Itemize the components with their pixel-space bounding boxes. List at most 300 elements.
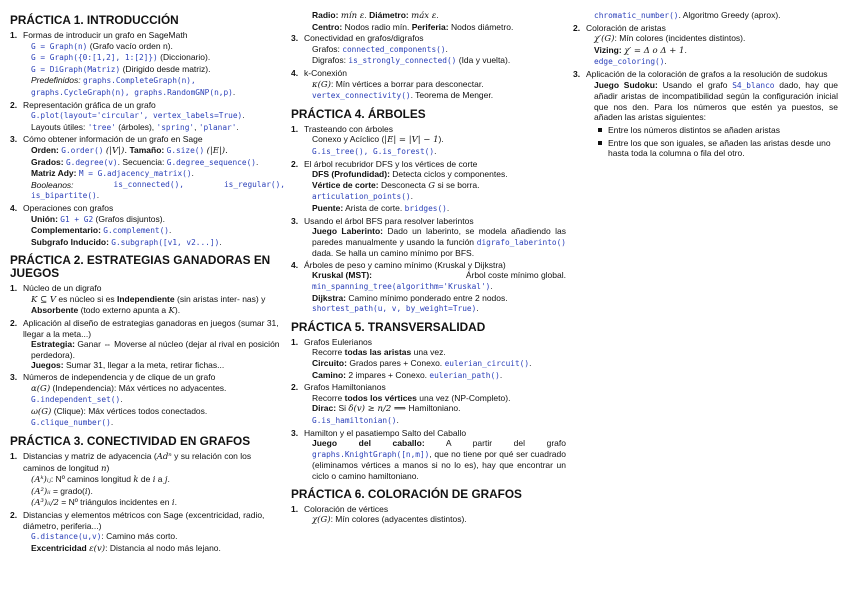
section-practica-6 [291, 488, 566, 526]
math-expression: (|E|). [206, 145, 228, 156]
code-snippet: min_spanning_tree(algorithm='Kruskal') [312, 282, 491, 292]
math-expression: K [168, 306, 175, 317]
code-snippet: G.size() [166, 145, 205, 155]
item-text: . [236, 121, 239, 132]
list-item [573, 69, 838, 159]
item-line [304, 226, 566, 259]
item-text: . Secuencia: [117, 156, 165, 167]
math-expression: χ′ = Δ o Δ + 1 [624, 45, 685, 56]
item-text: Digrafos: [312, 55, 347, 66]
list-item [10, 283, 285, 317]
item-heading: Aplicación de la coloración de grafos a la resolución de sudokus [586, 68, 828, 79]
section-title: PRÁCTICA 5. TRANSVERSALIDAD [291, 319, 486, 334]
item-heading: Formas de introducir un grafo en SageMath [23, 30, 188, 40]
item-number: 2. [10, 318, 18, 329]
item-list [291, 124, 566, 315]
item-line [23, 237, 285, 249]
item-line [23, 474, 285, 486]
list-item [573, 10, 838, 22]
item-line [304, 438, 566, 481]
code-snippet: G.order() [61, 145, 104, 155]
math-expression: k [133, 475, 139, 486]
item-number: 1. [10, 30, 18, 40]
item-line [304, 79, 566, 91]
math-expression: α(G) [31, 383, 51, 394]
item-text: Recorre [312, 392, 343, 403]
item-text: Detecta ciclos y componentes. [392, 169, 508, 180]
code-snippet: is_bipartite() [31, 191, 97, 201]
item-text: a [157, 474, 163, 485]
item-text: : Mín colores (incidentes distintos). [614, 33, 746, 44]
list-item [10, 134, 285, 202]
item-number: 1. [10, 451, 18, 461]
math-expression: (A²)ᵢᵢ [31, 486, 51, 497]
item-line [304, 134, 566, 146]
item-list [10, 283, 285, 429]
item-label: Kruskal (MST): [312, 270, 372, 281]
list-item [10, 100, 285, 134]
list-item [291, 10, 566, 32]
item-text: . [96, 190, 100, 201]
item-label: Puente: [312, 202, 344, 213]
item-number: 3. [10, 372, 18, 383]
item-list [10, 30, 285, 248]
item-heading: Usando el árbol BFS para resolver laberintos [304, 215, 474, 226]
bullet-list [586, 125, 838, 159]
code-snippet: G.degree_sequence() [166, 157, 256, 167]
list-item [291, 504, 566, 526]
item-line [586, 56, 838, 68]
section-practica-1 [10, 14, 285, 248]
bullet-item: Entre los que son iguales, se añaden las aristas desde uno hasta toda la columna o fila del otro. [608, 138, 838, 159]
bullet-item: Entre los números distintos se añaden aristas [608, 125, 838, 136]
section-title: PRÁCTICA 4. ÁRBOLES [291, 106, 426, 121]
math-expression: G [428, 180, 436, 191]
code-snippet: is_regular(), [223, 179, 285, 189]
item-list [573, 10, 838, 159]
item-text: Grafos: [312, 43, 340, 54]
code-snippet: G.independent_set() [31, 395, 121, 405]
item-number: 1. [291, 123, 299, 134]
item-text: y su relación con los caminos de longitud [23, 451, 252, 473]
item-line [23, 543, 285, 555]
list-item [10, 30, 285, 99]
item-text: . [445, 43, 448, 54]
code-snippet: 'spring' [156, 122, 195, 132]
item-heading: Núcleo de un digrafo [23, 283, 102, 294]
item-heading: Coloración de aristas [586, 22, 666, 33]
item-line: Radio: mín ε. Diámetro: máx ε. [312, 10, 439, 21]
code-snippet: graphs.CycleGraph(n), graphs.RandomGNP(n,p) [31, 87, 233, 97]
list-item [10, 510, 285, 554]
item-text: dado, hay que añadir aristas de incompatibilidad según la configuración inicial que nos den. Para los números que estén ya puestos, se añaden las aristas siguientes: [594, 79, 838, 123]
math-expression: Adⁿ [156, 452, 172, 462]
section-title: PRÁCTICA 1. INTRODUCCIÓN [10, 13, 179, 27]
code-snippet: eulerian_circuit() [444, 359, 530, 369]
item-text: : Mín vértices a borrar para desconectar. [331, 78, 484, 89]
item-line [304, 146, 566, 158]
math-expression: n [100, 463, 107, 474]
item-text: Usando el grafo [662, 79, 728, 90]
item-heading: Hamilton y el pasatiempo Salto del Caballo [304, 427, 467, 438]
item-text: , [194, 121, 197, 132]
item-text: . [120, 394, 123, 405]
item-text: nas) y [242, 293, 266, 304]
code-snippet: is_strongly_connected() [348, 56, 457, 66]
item-text: ). [174, 305, 181, 316]
item-text: Grados pares + Conexo. [349, 358, 443, 369]
item-label: Vizing: [594, 44, 622, 55]
item-label: DFS (Profundidad): [312, 169, 390, 180]
item-number: 1. [10, 283, 18, 294]
item-heading: Grafos Hamiltonianos [304, 382, 386, 393]
list-item [291, 260, 566, 315]
item-number: 2. [10, 99, 18, 110]
section-practica-2 [10, 254, 285, 429]
list-item [10, 451, 285, 509]
item-text: . [232, 86, 236, 97]
item-text: . [191, 168, 194, 179]
math-expression: ω(G) [31, 406, 52, 417]
item-text: Nodos radio mín. [344, 21, 410, 32]
item-line [23, 383, 285, 395]
item-label: Booleanos: [31, 179, 74, 190]
item-heading: Grafos Eulerianos [304, 336, 373, 347]
item-number: 2. [10, 509, 18, 520]
code-snippet: G.is_tree(), G.is_forest() [312, 146, 435, 156]
item-line [23, 64, 285, 76]
item-line [23, 394, 285, 406]
section-practica-3-continued [291, 10, 566, 102]
code-snippet: shortest_path(u, v, by_weight=True) [312, 304, 477, 314]
item-label: Excentricidad [31, 542, 87, 553]
item-label: Independiente [117, 293, 175, 304]
item-line [304, 393, 566, 404]
item-label: Juego Laberinto: [312, 226, 383, 237]
section-title: PRÁCTICA 6. COLORACIÓN DE GRAFOS [291, 486, 522, 501]
item-text: . [434, 145, 437, 156]
math-expression: i [171, 498, 175, 509]
math-expression: κ(G) [312, 79, 331, 90]
item-number: 2. [291, 382, 299, 393]
item-text: : Distancia al nodo más lejano. [105, 542, 221, 553]
item-line [23, 497, 285, 509]
item-text: ). [87, 485, 93, 496]
item-heading: El árbol recubridor DFS y los vértices de corte [304, 158, 478, 169]
item-line [304, 403, 566, 415]
item-heading: Representación gráfica de un grafo [23, 99, 156, 110]
item-heading: Operaciones con grafos [23, 202, 114, 213]
code-snippet: S4_blanco [732, 80, 775, 90]
item-label: Grados: [31, 156, 64, 167]
item-text: es núcleo si es [58, 293, 115, 304]
math-expression: (Aᵏ)ᵢⱼ [31, 475, 51, 486]
item-line [23, 531, 285, 543]
item-text: . [499, 369, 503, 380]
item-text: . [219, 236, 222, 247]
item-number: 1. [291, 503, 299, 514]
code-snippet: graphs.KnightGraph([n,m]) [312, 449, 430, 459]
list-item [291, 33, 566, 67]
item-text: . [684, 44, 687, 55]
item-heading: Coloración de vértices [304, 503, 389, 514]
code-snippet: digrafo_laberinto() [476, 237, 566, 247]
list-item [10, 318, 285, 371]
list-item [291, 382, 566, 426]
item-heading: Aplicación al diseño de estrategias ganadoras en juegos (sumar 31, llegar a la meta...) [23, 318, 279, 339]
list-item [291, 159, 566, 215]
item-line [23, 75, 285, 87]
item-label: Dirac: [312, 403, 337, 414]
item-line [23, 339, 285, 360]
section-title: PRÁCTICA 2. ESTRATEGIAS GANADORAS EN JUEGOS [10, 253, 271, 281]
item-line [586, 80, 838, 123]
item-line [586, 33, 838, 45]
code-snippet: G = Graph(n) [31, 41, 88, 51]
item-label: Unión: [31, 213, 58, 224]
code-snippet: articulation_points() [312, 192, 411, 202]
list-item [291, 216, 566, 259]
item-label: Juegos: [31, 360, 64, 371]
item-line [23, 52, 285, 64]
item-line [23, 180, 285, 191]
item-label: Predefinidos: [31, 75, 81, 86]
column-2 [291, 10, 566, 532]
item-line [586, 10, 838, 22]
item-number: 2. [573, 22, 581, 33]
item-text: : Mín colores (adyacentes distintos). [330, 514, 467, 525]
item-heading: Trasteando con árboles [304, 123, 393, 134]
item-text: . [110, 417, 114, 428]
item-label: Juego Sudoku: [594, 79, 658, 90]
item-line [304, 370, 566, 382]
code-snippet: 'tree' [87, 122, 116, 132]
item-label: Dijkstra: [312, 292, 347, 303]
item-line [23, 41, 285, 53]
item-label: Juego del caballo: [312, 438, 425, 449]
item-label: Centro: [312, 21, 343, 32]
item-text: Distancias y matriz de adyacencia ( [23, 451, 157, 461]
item-number: 2. [291, 158, 299, 169]
item-text: Dado un laberinto, se modela añadiendo las paredes manualmente y usando la función [312, 226, 566, 247]
item-number: 4. [10, 202, 18, 213]
item-line [23, 190, 285, 202]
section-practica-4 [291, 108, 566, 315]
math-expression: K ⊆ V [31, 294, 57, 305]
item-heading: Distancias y elementos métricos con Sage (excentricidad, radio, diámetro, periferia...) [23, 509, 265, 531]
item-line [304, 55, 566, 67]
item-label: Complementario: [31, 225, 101, 236]
list-item [291, 337, 566, 381]
code-snippet: G.complement() [103, 226, 169, 236]
item-line [304, 180, 566, 192]
item-text: dada. Se halla un camino mínimo por BFS. [312, 248, 475, 259]
item-line [23, 87, 285, 99]
item-line [304, 191, 566, 203]
item-line [304, 347, 566, 358]
item-number: 4. [291, 67, 299, 78]
item-text: de [140, 474, 151, 485]
code-snippet: G.degree(v) [65, 157, 118, 167]
math-expression: máx ε [411, 11, 437, 21]
item-text: 2 impares + Conexo. [348, 369, 428, 380]
item-line [304, 415, 566, 427]
item-line [23, 122, 285, 134]
math-expression: j [164, 475, 168, 486]
item-heading: Conectividad en grafos/digrafos [304, 33, 424, 44]
item-text: Desconecta [381, 179, 426, 190]
item-heading [23, 451, 285, 474]
item-line [304, 22, 566, 33]
item-line [304, 293, 566, 304]
item-text: = grado( [52, 485, 85, 496]
list-item [291, 124, 566, 158]
code-snippet: G.plot(layout='circular', vertex_labels=True) [31, 111, 243, 121]
item-text: A partir del grafo [445, 438, 566, 449]
item-line [23, 417, 285, 429]
code-snippet: G = DiGraph(Matriz) [31, 64, 121, 74]
item-text: . [664, 56, 667, 67]
column-3 [573, 10, 838, 161]
item-list [291, 10, 566, 102]
item-text: ) [106, 462, 110, 473]
item-text: Hamiltoniano. [408, 403, 461, 414]
item-line [304, 169, 566, 180]
item-list [10, 451, 285, 554]
item-text: (Independencia): Máx vértices no adyacentes. [52, 382, 227, 393]
item-line [304, 270, 566, 281]
item-text: . [242, 110, 245, 121]
item-text: (Ida y vuelta). [458, 55, 511, 66]
item-text: (Grafo vacío orden n). [89, 40, 173, 51]
item-text: . [255, 156, 259, 167]
list-item [573, 23, 838, 68]
item-text: Recorre [312, 347, 343, 358]
column-1 [10, 10, 285, 560]
item-line [304, 90, 566, 102]
item-text: ). [438, 134, 444, 145]
item-text: Ganar ⇔ Moverse al núcleo (dejar al rival en posición perdedora). [31, 339, 280, 360]
item-label: Camino: [312, 369, 346, 380]
item-heading: Números de independencia y de clique de un grafo [23, 372, 216, 383]
item-line [304, 44, 566, 56]
item-label: Radio: [312, 10, 339, 20]
item-number: 3. [291, 33, 299, 44]
code-snippet: G.is_hamiltonian() [312, 416, 397, 425]
item-number: 3. [573, 68, 581, 79]
item-number: 3. [291, 215, 299, 226]
item-heading: k-Conexión [304, 67, 347, 78]
math-expression: (|V|). [105, 145, 128, 156]
item-line [304, 358, 566, 370]
item-text: (Clique): Máx vértices todos conectados. [53, 405, 208, 416]
item-line [23, 294, 285, 317]
item-text: (Dirigido desde matriz). [122, 63, 211, 74]
code-snippet: connected_components() [342, 44, 446, 54]
item-text: una vez. [413, 347, 446, 358]
item-line [23, 168, 285, 180]
math-expression: i [152, 475, 156, 486]
list-item [291, 428, 566, 482]
item-label: Absorbente [31, 305, 79, 316]
item-text: (Grafos disjuntos). [95, 213, 165, 224]
item-line [304, 281, 566, 293]
item-text: Camino mínimo ponderado entre 2 nodos. [348, 292, 508, 303]
item-heading: Árboles de peso y camino mínimo (Kruskal y Dijkstra) [304, 259, 506, 270]
item-label: Matriz Ady: [31, 168, 77, 179]
item-text: : Nº caminos longitud [50, 474, 131, 485]
item-text: . [446, 202, 450, 213]
item-number: 3. [10, 134, 18, 145]
math-expression: χ′(G) [594, 34, 615, 45]
math-expression: (A³)ᵢᵢ/2 [31, 498, 59, 509]
item-text: (árboles), [118, 121, 155, 132]
item-line [304, 514, 566, 526]
item-text: Sumar 31, llegar a la meta, retirar fichas... [65, 360, 225, 371]
item-text: . Teorema de Menger. [410, 90, 494, 101]
item-line [23, 157, 285, 169]
code-snippet: G1 + G2 [60, 214, 94, 224]
code-snippet: G.distance(u,v) [31, 532, 102, 542]
code-snippet: bridges() [404, 203, 447, 213]
item-text: Nodos diámetro. [450, 21, 514, 32]
item-text: . [396, 415, 399, 425]
code-snippet: graphs.CompleteGraph(n), [83, 76, 196, 86]
code-snippet: vertex_connectivity() [312, 91, 411, 101]
item-text: una vez (NP-Completo). [419, 392, 511, 403]
item-text: . [476, 303, 479, 314]
item-list [291, 504, 566, 526]
item-text: (todo externo apunta a [80, 305, 167, 316]
code-snippet: G.subgraph([v1, v2...]) [111, 237, 220, 247]
item-text: . [167, 474, 170, 485]
item-text: : Camino más corto. [101, 531, 178, 542]
item-text: si se borra. [437, 179, 480, 190]
item-line [23, 145, 285, 157]
item-text: (sin aristas inter- [177, 293, 240, 304]
item-line [23, 110, 285, 122]
item-label: Estrategia: [31, 339, 75, 350]
item-line [23, 214, 285, 226]
item-list [291, 337, 566, 482]
item-line [304, 303, 566, 315]
code-snippet: chromatic_number() [594, 11, 679, 20]
item-label: Periferia: [411, 21, 449, 32]
math-expression: |E| = |V| − 1 [384, 135, 439, 146]
item-line [23, 225, 285, 237]
item-label: Orden: [31, 144, 59, 155]
math-expression: i [84, 486, 88, 497]
item-text: . [529, 358, 532, 369]
code-snippet: edge_coloring() [594, 57, 665, 67]
item-text: . [490, 281, 493, 292]
section-practica-5 [291, 321, 566, 482]
item-heading: Cómo obtener información de un grafo en Sage [23, 134, 203, 145]
code-snippet: G.clique_number() [31, 418, 111, 428]
item-text: , que no tiene por qué ser cuadrado (eliminamos vértices a manos si no lo es), hay que encontrar un ciclo o camino hamiltoniano. [312, 448, 566, 481]
item-text: Árbol coste mínimo global. [465, 270, 566, 281]
code-snippet: 'planar' [198, 122, 237, 132]
list-item [291, 68, 566, 102]
item-number: 3. [291, 427, 299, 438]
item-label: Tamaño: [129, 144, 165, 155]
item-text: = Nº triángulos incidentes en [61, 497, 170, 508]
item-text: . [174, 497, 177, 508]
item-text: Si [338, 403, 347, 414]
item-text: Arista de corte. [345, 202, 403, 213]
item-line [23, 486, 285, 498]
item-line [23, 406, 285, 418]
